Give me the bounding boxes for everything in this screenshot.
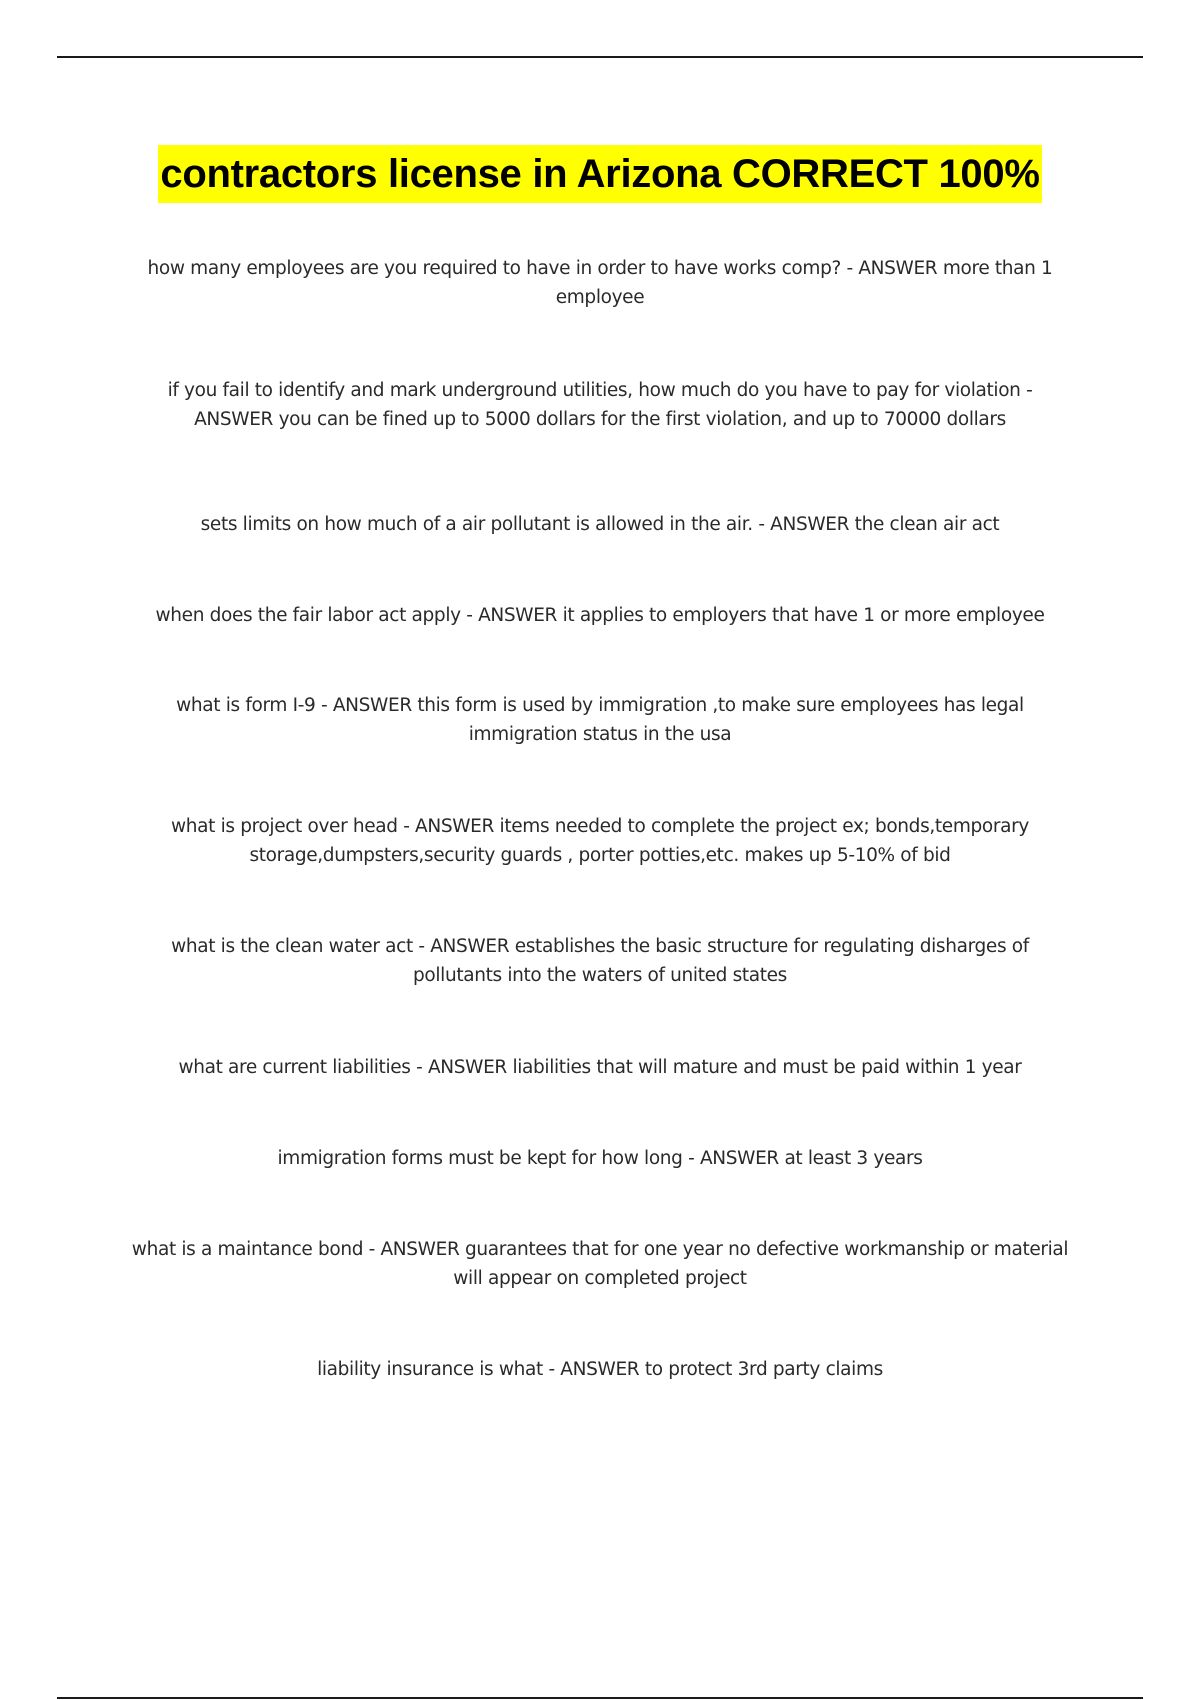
qa-item-2: if you fail to identify and mark underground utilities, how much do you have to pay for violation - ANSWER you can be fined up to 5000 dollars for the first violation, and up to 70000 dollars: [167, 380, 1033, 430]
title-container: [0, 145, 1200, 203]
qa-item-3: sets limits on how much of a air pollutant is allowed in the air. - ANSWER the clean air act: [200, 514, 1000, 535]
qa-item-6: what is project over head - ANSWER items needed to complete the project ex; bonds,temporary storage,dumpsters,security guards , porter potties,etc. makes up 5-10% of bid: [171, 816, 1029, 866]
qa-item-9: immigration forms must be kept for how long - ANSWER at least 3 years: [277, 1148, 923, 1169]
qa-item-8: what are current liabilities - ANSWER liabilities that will mature and must be paid within 1 year: [178, 1057, 1022, 1078]
qa-item-5: what is form I-9 - ANSWER this form is used by immigration ,to make sure employees has legal immigration status in the usa: [176, 695, 1024, 745]
top-rule: [57, 56, 1143, 58]
qa-item-4: when does the fair labor act apply - ANSWER it applies to employers that have 1 or more employee: [155, 605, 1045, 626]
document-title: contractors license in Arizona CORRECT 100%: [158, 145, 1041, 203]
qa-item-7: what is the clean water act - ANSWER establishes the basic structure for regulating disharges of pollutants into the waters of united states: [171, 936, 1029, 986]
qa-item-10: what is a maintance bond - ANSWER guarantees that for one year no defective workmanship or material will appear on completed project: [131, 1239, 1069, 1289]
qa-item-11: liability insurance is what - ANSWER to protect 3rd party claims: [317, 1359, 883, 1380]
qa-item-1: how many employees are you required to have in order to have works comp? - ANSWER more than 1 employee: [147, 258, 1053, 308]
bottom-rule: [57, 1697, 1143, 1699]
